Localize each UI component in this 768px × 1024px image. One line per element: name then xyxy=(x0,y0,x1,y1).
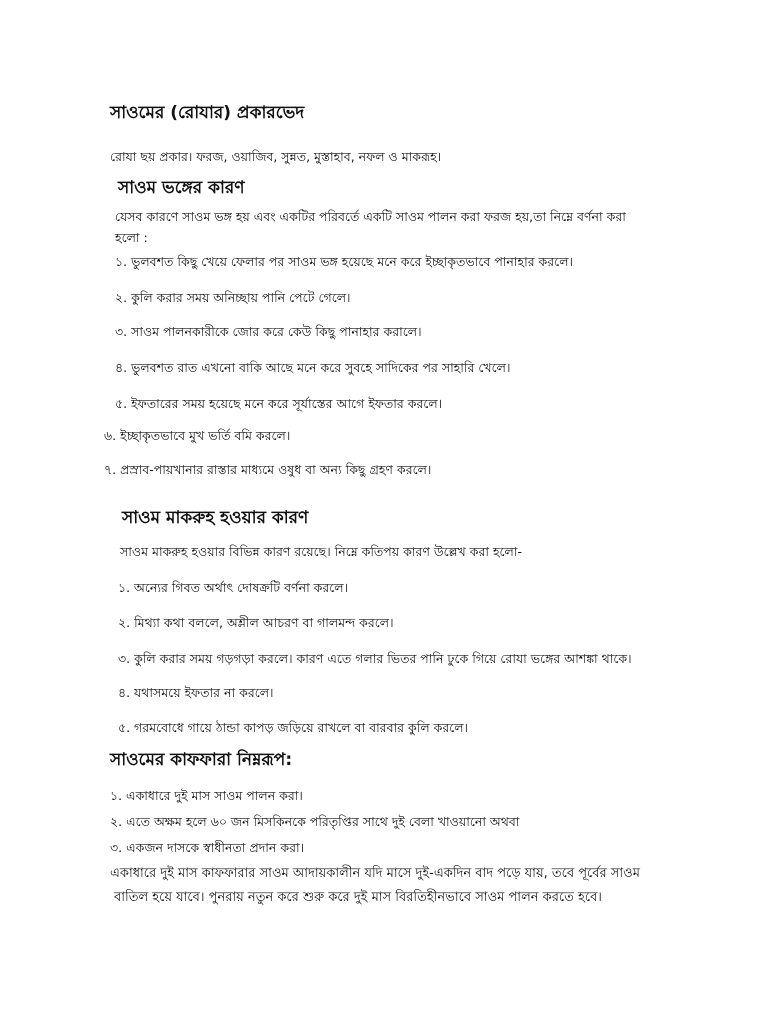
section-heading-breaking: সাওম ভঙ্গের কারণ xyxy=(118,178,245,198)
kaffara-note-line2: বাতিল হয়ে যাবে। পুনরায় নতুন করে শুরু করে দুই মাস বিরতিহীনভাবে সাওম পালন করতে হবে। xyxy=(114,890,602,905)
breaking-intro-line1: যেসব কারণে সাওম ভঙ্গ হয় এবং একটির পরিবর্তে একটি সাওম পালন করা ফরজ হয়,তা নিম্নে বর্ণনা করা xyxy=(115,209,626,224)
list-item: ১. অন্যের গিবত অর্থাৎ দোষক্রটি বর্ণনা করলে। xyxy=(118,580,349,595)
list-item: ৩. সাওম পালনকারীকে জোর করে কেউ কিছু পানাহার করালে। xyxy=(115,324,422,339)
section-heading-types: সাওমের (রোযার) প্রকারভেদ xyxy=(110,103,305,123)
section-heading-kaffara: সাওমের কাফফারা নিম্নরূপ: xyxy=(110,750,293,770)
types-body: রোযা ছয় প্রকার। ফরজ, ওয়াজিব, সুন্নত, মুস্তাহাব, নফল ও মাকরূহ। xyxy=(110,149,442,164)
makruh-intro: সাওম মাকরুহ হওয়ার বিভিন্ন কারণ রয়েছে। নিম্নে কতিপয় কারণ উল্লেখ করা হলো- xyxy=(120,544,522,559)
list-item: ৪. ভুলবশত রাত এখনো বাকি আছে মনে করে সুবহে সাদিকের পর সাহারি খেলে। xyxy=(115,360,511,375)
list-item: ৬. ইচ্ছাকৃতভাবে মুখ ভর্তি বমি করলে। xyxy=(104,428,291,443)
list-item: ১. ভুলবশত কিছু খেয়ে ফেলার পর সাওম ভঙ্গ হয়েছে মনে করে ইচ্ছাকৃতভাবে পানাহার করলে। xyxy=(115,254,573,269)
list-item: ৭. প্রস্রাব-পায়খানার রাস্তার মাধ্যমে ওষুধ বা অন্য কিছু গ্রহণ করলে। xyxy=(104,462,432,477)
section-heading-makruh: সাওম মাকরুহ হওয়ার কারণ xyxy=(122,508,309,528)
breaking-intro-line2: হলো : xyxy=(115,230,148,245)
list-item: ৪. যথাসময়ে ইফতার না করলে। xyxy=(118,685,274,700)
list-item: ২. মিথ্যা কথা বললে, অশ্লীল আচরণ বা গালমন্দ করলে। xyxy=(118,615,394,630)
kaffara-note-line1: একাধারে দুই মাস কাফফারার সাওম আদায়কালীন যদি মাসে দুই-একদিন বাদ পড়ে যায়, তবে পূর্বের সাওম xyxy=(110,866,640,881)
list-item: ২. কুলি করার সময় অনিচ্ছায় পানি পেটে গেলে। xyxy=(115,290,351,305)
list-item: ৫. ইফতারের সময় হয়েছে মনে করে সূর্যাস্তের আগে ইফতার করলে। xyxy=(115,396,443,411)
list-item: ৩. কুলি করার সময় গড়গড়া করলে। কারণ এতে গলার ভিতর পানি ঢুকে গিয়ে রোযা ভঙ্গের আশঙ্কা থাকে। xyxy=(118,651,632,666)
list-item: ১. একাধারে দুই মাস সাওম পালন করা। xyxy=(110,788,303,803)
list-item: ২. এতে অক্ষম হলে ৬০ জন মিসকিনকে পরিতৃপ্তির সাথে দুই বেলা খাওয়ানো অথবা xyxy=(110,814,520,829)
list-item: ৫. গরমবোধে গায়ে ঠান্ডা কাপড় জড়িয়ে রাখলে বা বারবার কুলি করলে। xyxy=(118,720,469,735)
list-item: ৩. একজন দাসকে স্বাধীনতা প্রদান করা। xyxy=(110,840,305,855)
